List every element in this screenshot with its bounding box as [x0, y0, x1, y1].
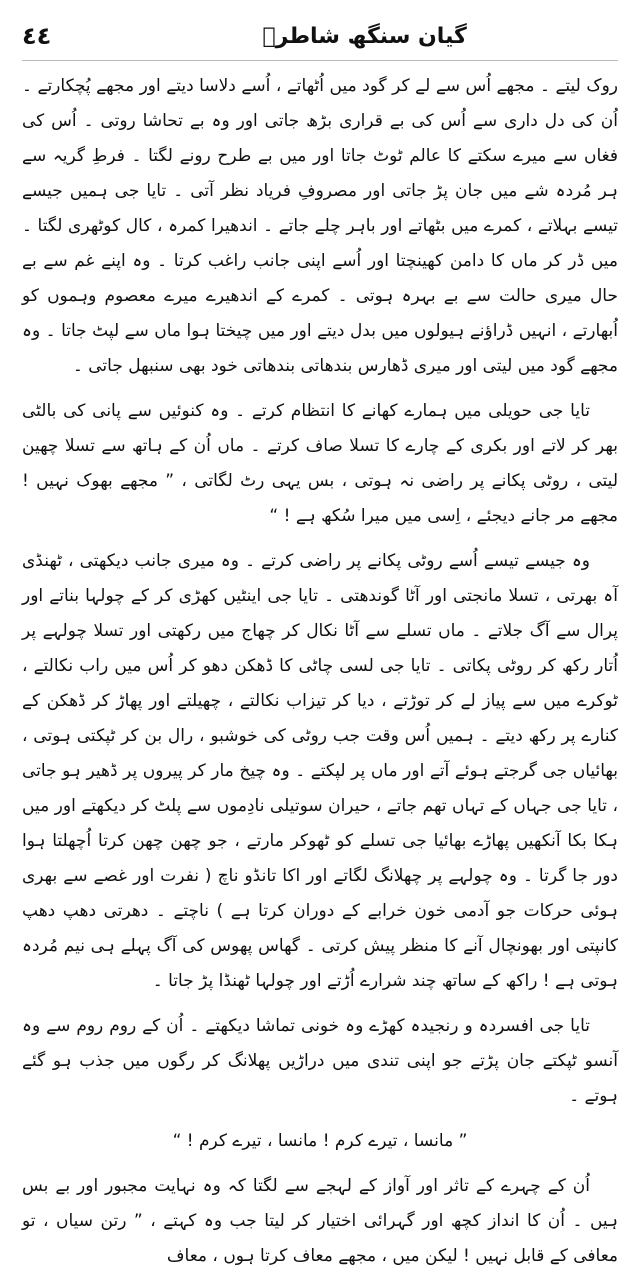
paragraph: وہ جیسے تیسے اُسے روٹی پکانے پر راضی کرتے ۔ وہ میری جانب دیکھتی ، ٹھنڈی آہ بھرتی ، تسلا مانجتی اور آٹا گوندھتی ۔ تایا جی اینٹیں کھڑی کر کے چولہا بناتے اور پرال سے آگ جلاتے ۔ ماں تسلے سے آٹا نکال کر چھاج میں رکھتی اور تسلا چولہے پر اُتار رکھ کر روٹی پکاتی ۔ تایا جی لسی چاٹی کا ڈھکن دھو کر اُس میں راب نکالتے ، ٹوکرے میں سے پیاز لے کر توڑتے ، دیا کر تیزاب نکالتے ، چھیلتے اور پھاڑ کر ڈھکن کے کنارے پر رکھ دیتے ۔ ہمیں اُس وقت جب روٹی کی خوشبو ، رال بن کر ٹپکتی ہوتی ، بھائیاں جی گرجتے ہوئے آتے اور ماں پر لپکتے ۔ وہ چیخ مار کر پیروں پر ڈھیر ہو جاتی ، تایا جی جہاں کے تہاں تھم جاتے ، حیران سوتیلی نادِموں سے پلٹ کر دیکھتے اور میں ہکا بکا آنکھیں پھاڑے بھائیا جی تسلے کو ٹھوکر مارتے ، جو چھن چھن کرتا اُچھلتا ہوا دور جا گرتا ۔ وہ چولہے پر چھلانگ لگاتے اور اکا تانڈو ناچ ( نفرت اور غصے سے بھری ہوئی حرکات جو آدمی خون خرابے کے دوران کرتا ہے ) ناچتے ۔ دھرتی دھپ دھپ کانپتی اور بھونچال آنے کا منظر پیش کرتی ۔ گھاس پھوس کی آگ پہلے ہی نیم مُردہ ہوتی ہے ! راکھ کے ساتھ چند شرارے اُڑتے اور چولہا ٹھنڈا پڑ جاتا ۔	[22, 551, 618, 991]
page-header	[22, 12, 618, 61]
paragraph: تایا جی افسردہ و رنجیدہ کھڑے وہ خونی تماشا دیکھتے ۔ اُن کے روم روم سے وہ آنسو ٹپکتے جان پڑتے جو اپنی تندی میں دراڑیں پھلانگ کر رگوں میں جذب ہو گئے ہوتے ۔	[22, 1016, 618, 1106]
quoted-line: ” مانسا ، تیرے کرم ! مانسا ، تیرے کرم ! “	[172, 1131, 468, 1151]
paragraph: تایا جی حویلی میں ہمارے کھانے کا انتظام کرتے ۔ وہ کنوئیں سے پانی کی بالٹی بھر کر لاتے اور بکری کے چارے کا تسلا صاف کرتے ۔ ماں اُن کے ہاتھ سے تسلا چھین لیتی ، روٹی پکانے پر راضی نہ ہوتی ، بس یہی رٹ لگاتی ، ” مجھے بھوک نہیں ! مجھے مر جانے دیجئے ، اِسی میں میرا سُکھ ہے ! “	[22, 401, 618, 526]
page-number: ٤٤	[22, 22, 52, 50]
page-body	[22, 69, 618, 1274]
running-title: گیان سنگھ شاطرؔ	[262, 23, 467, 49]
paragraph: روک لیتے ۔ مجھے اُس سے لے کر گود میں اُٹھاتے ، اُسے دلاسا دیتے اور مجھے پُچکارتے ۔ اُن کی دل داری سے اُس کی بے قراری بڑھ جاتی اور وہ بے تحاشا روتی ۔ اُس کی فغاں سے میرے سکتے کا عالم ٹوٹ جاتا اور میں بے طرح رونے لگتا ۔ فرطِ گریہ سے ہر مُردہ شے میں جان پڑ جاتی اور مصروفِ فریاد نظر آتی ۔ تایا جی ہمیں جیسے تیسے بہلاتے ، کمرے میں بٹھاتے اور باہر چلے جاتے ۔ اندھیرا کمرہ ، کال کوٹھری لگتا ۔ میں ڈر کر ماں کا دامن کھینچتا اور اُسے اپنی جانب راغب کرتا ۔ وہ اپنے غم سے بے حال میری حالت سے بے بہرہ ہوتی ۔ کمرے کے اندھیرے میرے معصوم وہموں کو اُبھارتے ، انہیں ڈراؤنے ہیولوں میں بدل دیتے اور میں چیختا ہوا ماں سے لپٹ جاتا ۔ وہ مجھے گود میں لیتی اور میری ڈھارس بندھاتی بندھاتی خود بھی سنبھل جاتی ۔	[22, 76, 618, 376]
paragraph: اُن کے چہرے کے تاثر اور آواز کے لہجے سے لگتا کہ وہ نہایت مجبور اور بے بس ہیں ۔ اُن کا انداز کچھ اور گہرائی اختیار کر لیتا جب وہ کہتے ، ” رتن سیاں ، تو معافی کے قابل نہیں ! لیکن میں ، مجھے معاف کرتا ہوں ، معاف	[22, 1176, 618, 1266]
